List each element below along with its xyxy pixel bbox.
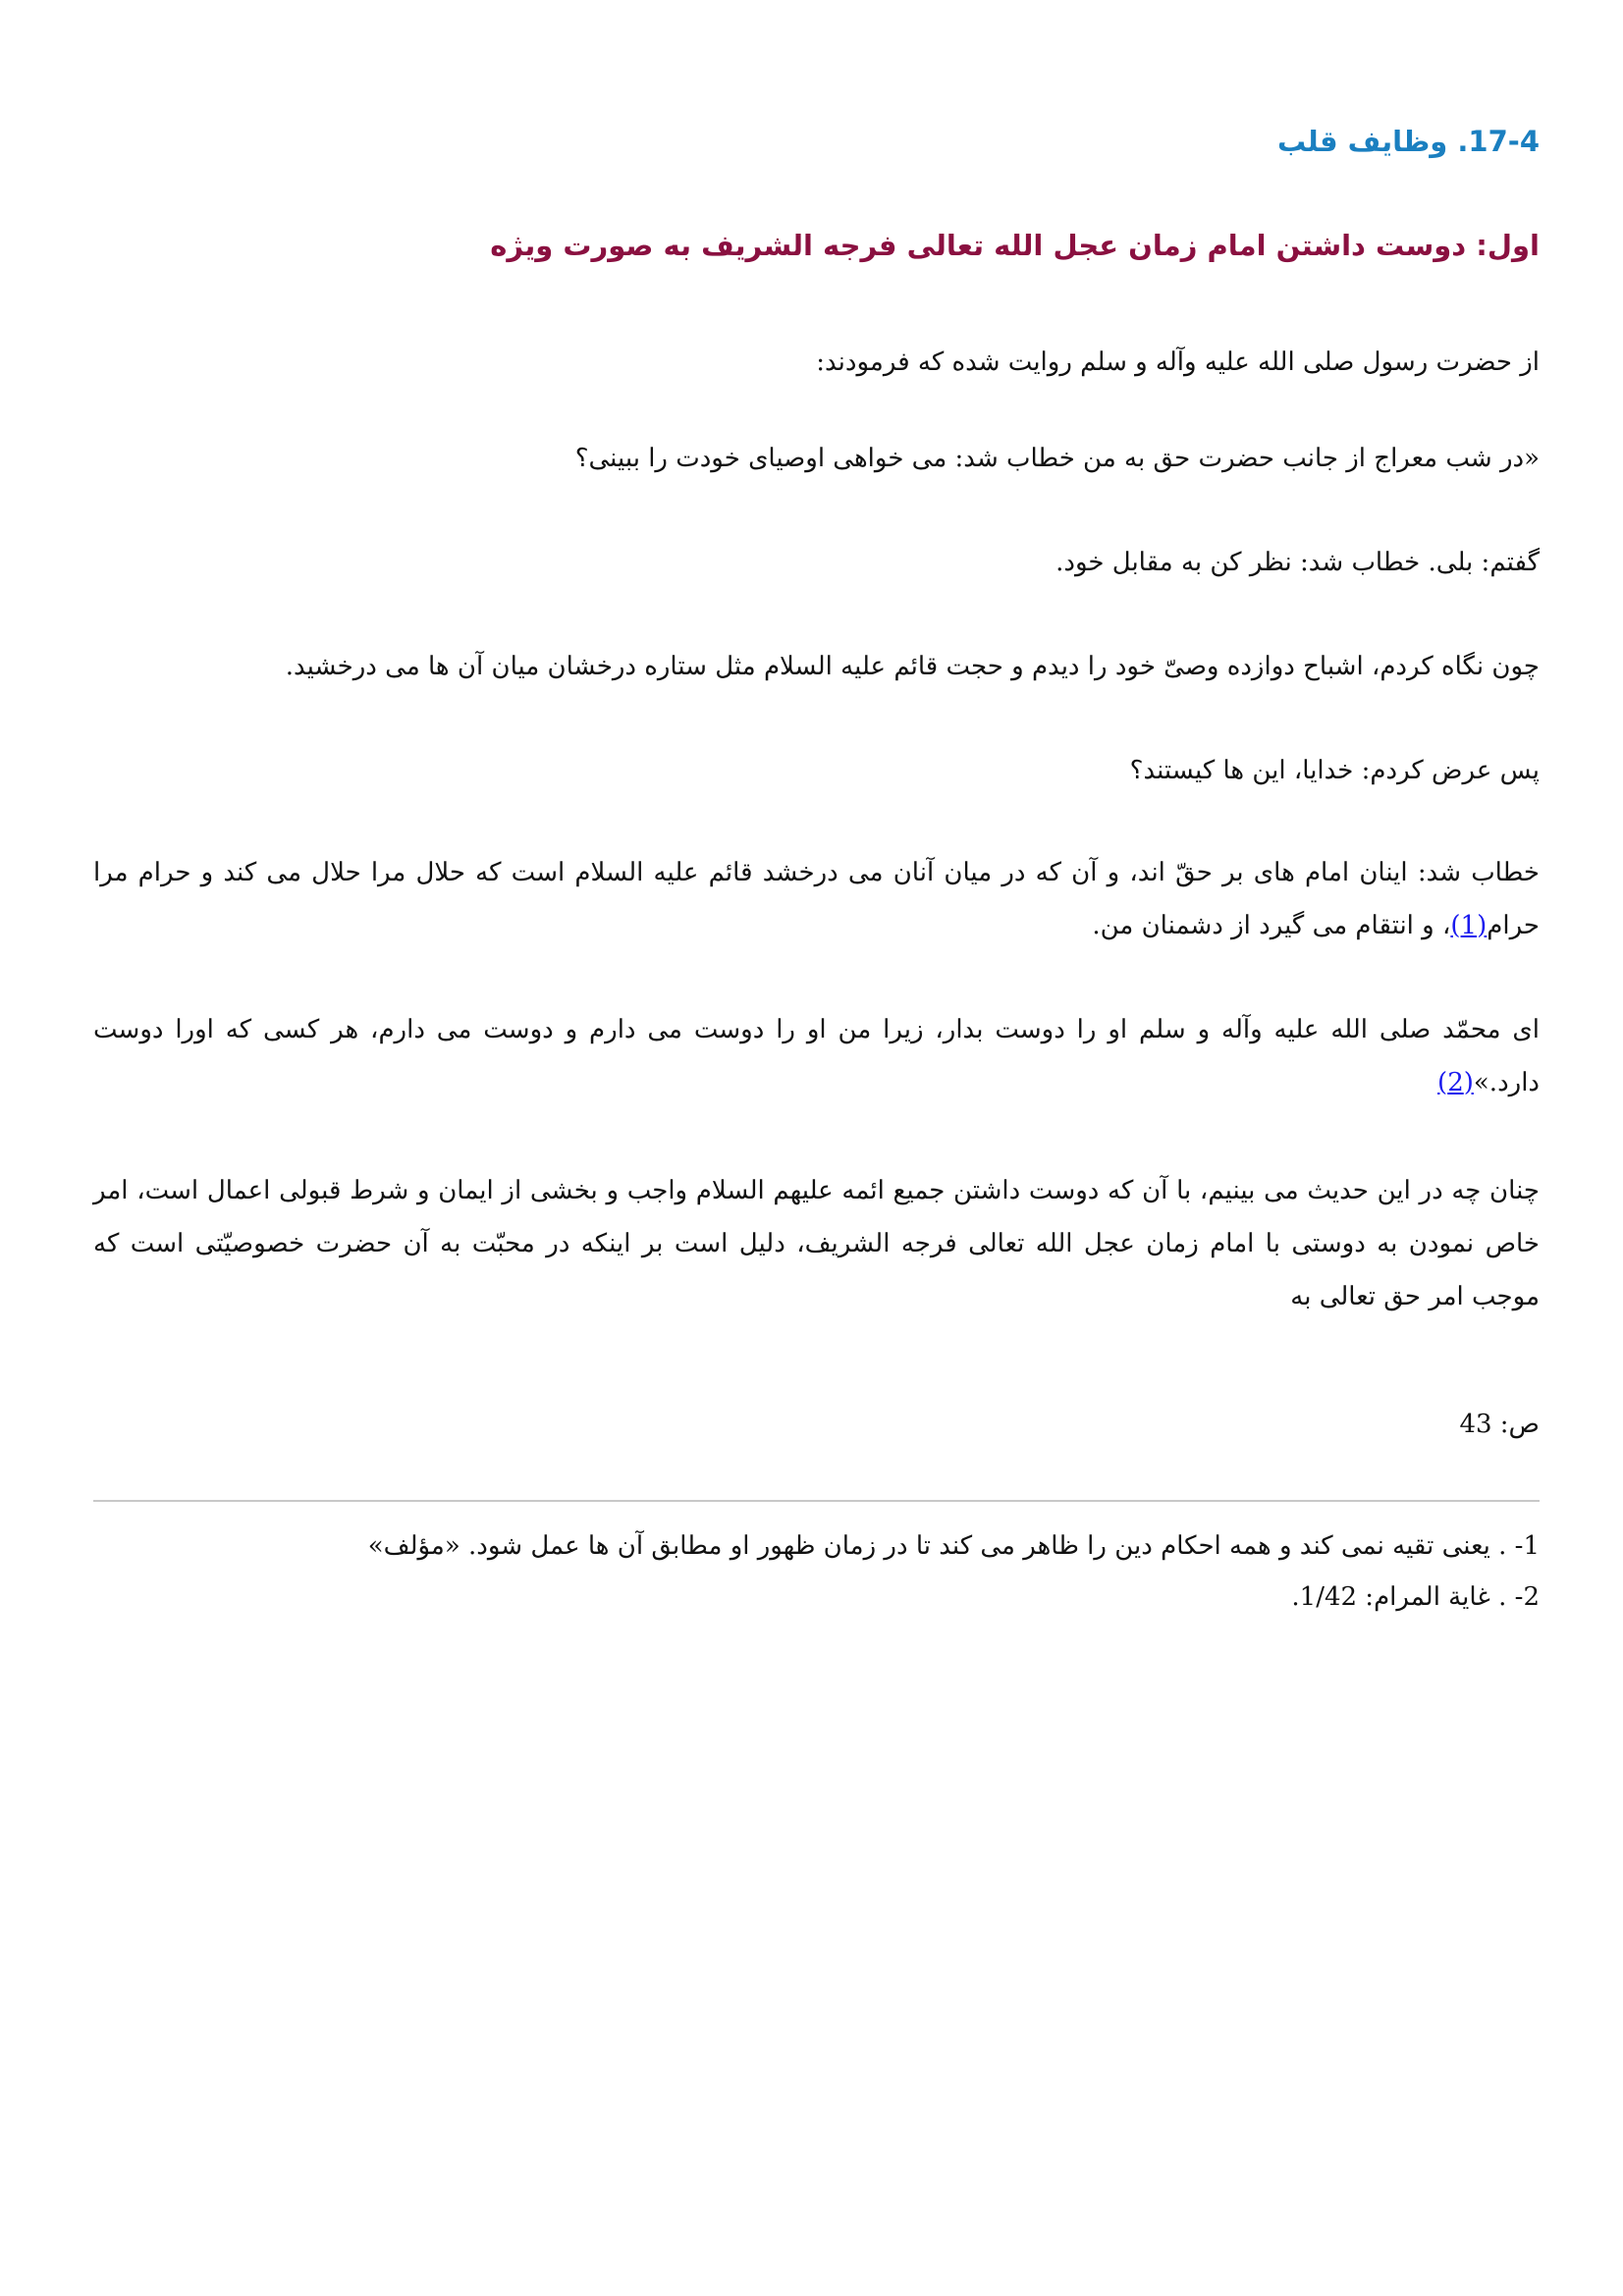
paragraph-1: از حضرت رسول صلی الله علیه وآله و سلم روایت شده که فرمودند: (816, 347, 1540, 377)
paragraph-7-text: ای محمّد صلی الله علیه وآله و سلم او را دوست بدار، زیرا من او را دوست می دارم و دوست می دارم، هر کسی که اورا دوست دارد.» (93, 1015, 1540, 1097)
paragraph-6-text-a: خطاب شد: اینان امام های بر حقّ اند، و آن که در میان آنان می درخشد قائم علیه السلام است که حلال مرا حلال می کند و حرام مرا حرام (93, 858, 1540, 940)
paragraph-7 (93, 1003, 1540, 1109)
footnote-divider (93, 1500, 1540, 1502)
paragraph-8: چنان چه در این حدیث می بینیم، با آن که دوست داشتن جمیع ائمه علیهم السلام واجب و بخشی از ایمان و شرط قبولی اعمال است، امر خاص نمودن به دوستی با امام زمان عجل الله تعالی فرجه الشریف، دلیل است بر اینکه در محبّت به آن حضرت خصوصیّتی است که موجب امر حق تعالی به (93, 1176, 1540, 1311)
footnote-link-1[interactable]: (1) (1450, 911, 1488, 940)
paragraph-3: گفتم: بلی. خطاب شد: نظر کن به مقابل خود. (1055, 548, 1540, 577)
paragraph-6 (93, 846, 1540, 952)
section-heading: 17-4. وظایف قلب (1277, 125, 1540, 158)
paragraph-5: پس عرض کردم: خدایا، این ها کیستند؟ (1129, 756, 1540, 785)
footnote-2: 2- . غایة المرام: 1/42. (1291, 1582, 1540, 1612)
footnote-link-2[interactable]: (2) (1437, 1068, 1474, 1097)
sub-heading: اول: دوست داشتن امام زمان عجل الله تعالی فرجه الشریف به صورت ویژه (490, 229, 1540, 262)
page-number: ص: 43 (1459, 1410, 1540, 1439)
paragraph-6-text-b: ، و انتقام می گیرد از دشمنان من. (1092, 911, 1451, 940)
footnote-1: 1- . یعنی تقیه نمی کند و همه احکام دین را ظاهر می کند تا در زمان ظهور او مطابق آن ها عمل شود. «مؤلف» (367, 1531, 1540, 1561)
paragraph-4: چون نگاه کردم، اشباح دوازده وصیّ خود را دیدم و حجت قائم علیه السلام مثل ستاره درخشان میان آن ها می درخشید. (285, 652, 1540, 681)
document-page (93, 0, 1540, 2296)
paragraph-2: «در شب معراج از جانب حضرت حق به من خطاب شد: می خواهی اوصیای خودت را ببینی؟ (574, 444, 1540, 473)
